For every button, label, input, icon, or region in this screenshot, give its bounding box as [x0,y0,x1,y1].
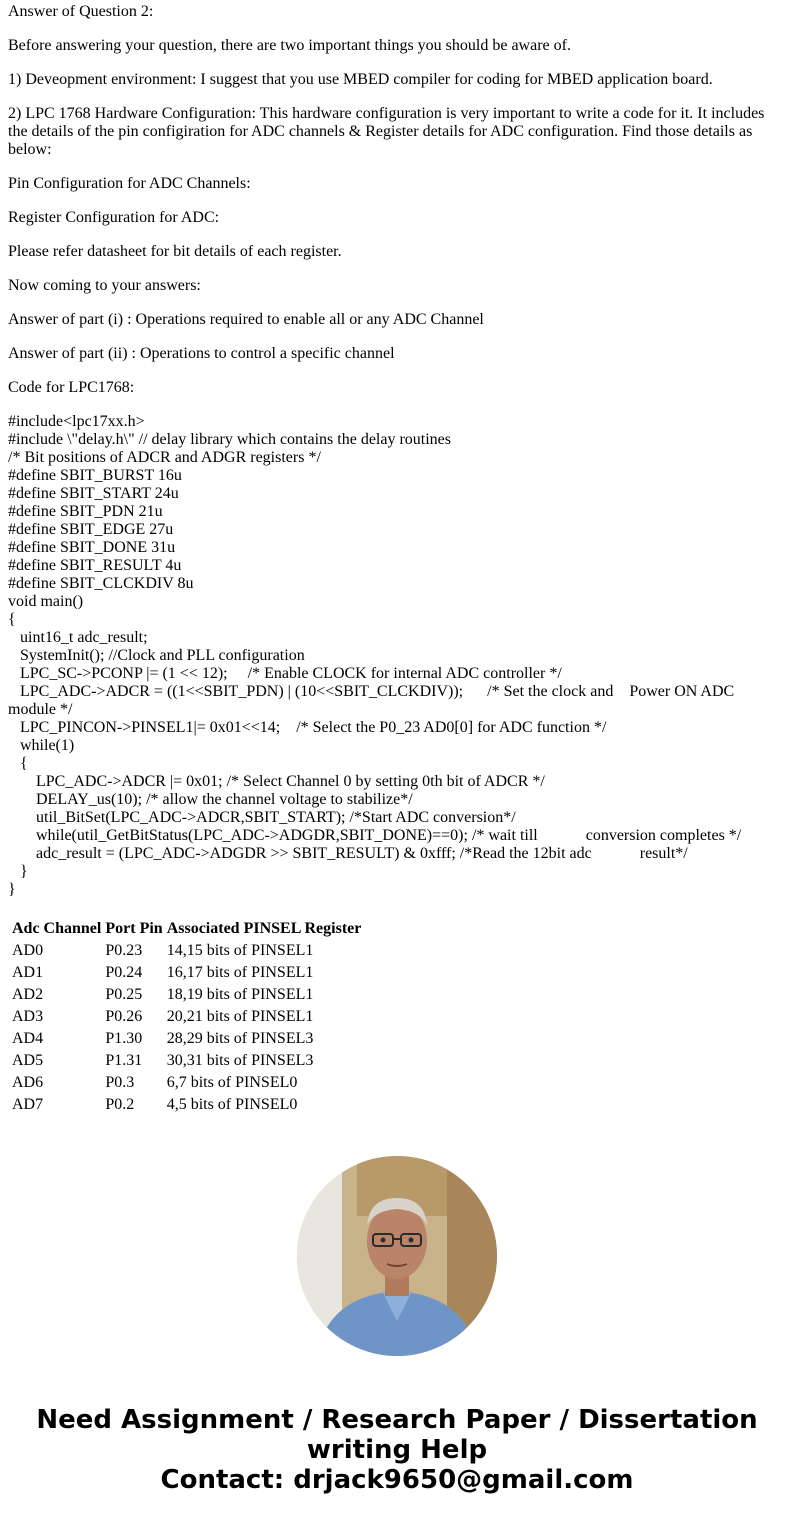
table-cell: P0.3 [105,1074,135,1091]
header-adc-channel: Adc Channel [12,920,102,937]
code-line: #define SBIT_RESULT 4u [8,557,182,574]
code-title: Code for LPC1768: [8,379,135,396]
adc-channel-table [9,917,364,1117]
table-row [11,1029,362,1049]
code-line: } [8,863,28,880]
header-pinsel-register: Associated PINSEL Register [166,920,362,937]
table-cell: P0.2 [105,1096,135,1113]
table-cell: P1.30 [105,1030,143,1047]
table-cell: P0.24 [105,964,143,981]
contact-banner [0,1405,794,1495]
answer-heading: Answer of Question 2: [8,3,154,20]
code-line: #define SBIT_CLCKDIV 8u [8,575,194,592]
table-cell: AD0 [12,942,44,959]
code-line: while(1) [8,737,75,754]
table-cell: 6,7 bits of PINSEL0 [166,1074,298,1091]
datasheet-note: Please refer datasheet for bit details of each register. [8,243,342,260]
intro-paragraph: Before answering your question, there are two important things you should be aware of. [8,37,571,54]
code-line: { [8,611,16,628]
table-row [11,1095,362,1115]
table-body [11,941,362,1115]
code-line: void main() [8,593,84,610]
table-cell: P1.31 [105,1052,143,1069]
table-row [11,1007,362,1027]
code-line: while(util_GetBitStatus(LPC_ADC->ADGDR,SBIT_DONE)==0); /* wait till conversion completes */ [8,827,742,844]
banner-contact-email: Contact: drjack9650@gmail.com [160,1465,634,1495]
banner-line-1: Need Assignment / Research Paper / Dissertation [36,1405,758,1435]
code-line: #define SBIT_EDGE 27u [8,521,174,538]
table-cell: AD6 [12,1074,44,1091]
register-config-label: Register Configuration for ADC: [8,209,220,226]
table-row [11,963,362,983]
coming-to-answers: Now coming to your answers: [8,277,201,294]
code-line: #define SBIT_BURST 16u [8,467,182,484]
point-1-paragraph: 1) Deveopment environment: I suggest that you use MBED compiler for coding for MBED application board. [8,71,713,88]
table-cell: AD3 [12,1008,44,1025]
code-line: util_BitSet(LPC_ADC->ADCR,SBIT_START); /*Start ADC conversion*/ [8,809,516,826]
table-cell: 28,29 bits of PINSEL3 [166,1030,314,1047]
pin-config-label: Pin Configuration for ADC Channels: [8,175,251,192]
code-line: #include \"delay.h\" // delay library which contains the delay routines [8,431,452,448]
table-cell: P0.25 [105,986,143,1003]
table-cell: P0.23 [105,942,143,959]
code-line: #include<lpc17xx.h> [8,413,145,430]
code-line: /* Bit positions of ADCR and ADGR registers */ [8,449,321,466]
table-cell: 18,19 bits of PINSEL1 [166,986,314,1003]
table-cell: 16,17 bits of PINSEL1 [166,964,314,981]
code-line: LPC_SC->PCONP |= (1 << 12); /* Enable CLOCK for internal ADC controller */ [8,665,562,682]
code-line: { [8,755,28,772]
code-block [8,413,786,899]
code-line: #define SBIT_DONE 31u [8,539,176,556]
code-line: adc_result = (LPC_ADC->ADGDR >> SBIT_RESULT) & 0xfff; /*Read the 12bit adc result*/ [8,845,688,862]
table-row [11,985,362,1005]
table-cell: AD1 [12,964,44,981]
table-cell: 14,15 bits of PINSEL1 [166,942,314,959]
table-cell: AD4 [12,1030,44,1047]
table-cell: 30,31 bits of PINSEL3 [166,1052,314,1069]
code-line: LPC_ADC->ADCR = ((1<<SBIT_PDN) | (10<<SBIT_CLCKDIV)); /* Set the clock and Power ON ADC module */ [8,683,739,718]
table-cell: 20,21 bits of PINSEL1 [166,1008,314,1025]
header-port-pin: Port Pin [105,920,163,937]
table-row [11,941,362,961]
table-cell: P0.26 [105,1008,143,1025]
code-line: DELAY_us(10); /* allow the channel voltage to stabilize*/ [8,791,413,808]
code-line: LPC_ADC->ADCR |= 0x01; /* Select Channel 0 by setting 0th bit of ADCR */ [8,773,545,790]
answer-document [0,3,794,1117]
table-cell: 4,5 bits of PINSEL0 [166,1096,298,1113]
table-row [11,1073,362,1093]
table-cell: AD5 [12,1052,44,1069]
table-row [11,1051,362,1071]
table-cell: AD7 [12,1096,44,1113]
code-line: uint16_t adc_result; [8,629,148,646]
code-line: SystemInit(); //Clock and PLL configuration [8,647,305,664]
banner-line-2: writing Help [306,1435,488,1465]
portrait-illustration [297,1156,497,1356]
part-1-answer: Answer of part (i) : Operations required to enable all or any ADC Channel [8,311,484,328]
table-header-row [11,919,362,939]
part-2-answer: Answer of part (ii) : Operations to control a specific channel [8,345,395,362]
point-2-paragraph: 2) LPC 1768 Hardware Configuration: This hardware configuration is very important to write a code for it. It includes the details of the pin configiration for ADC channels & Register details for ADC configuration. Find those details as below: [8,105,765,158]
code-line: } [8,881,16,898]
code-line: LPC_PINCON->PINSEL1|= 0x01<<14; /* Select the P0_23 AD0[0] for ADC function */ [8,719,607,736]
table-cell: AD2 [12,986,44,1003]
author-photo [297,1156,497,1356]
code-line: #define SBIT_PDN 21u [8,503,163,520]
code-line: #define SBIT_START 24u [8,485,179,502]
